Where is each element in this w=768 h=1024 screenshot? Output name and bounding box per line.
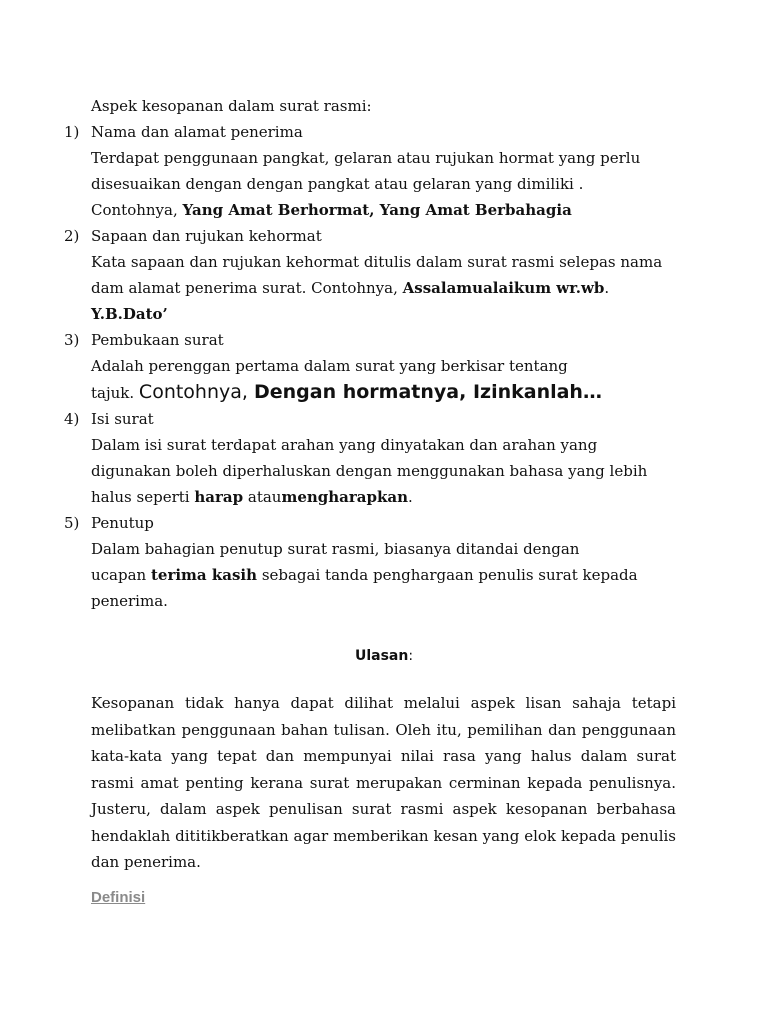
- item-text: halus seperti: [91, 488, 195, 506]
- item-title: Penutup: [91, 514, 154, 532]
- example-line: [91, 484, 704, 510]
- list-item-5: [64, 510, 704, 614]
- punctuation: .: [604, 279, 610, 297]
- aspect-list: [64, 119, 704, 614]
- item-title: Nama dan alamat penerima: [91, 123, 303, 141]
- item-text: disesuaikan dengan dengan pangkat atau gelaran yang dimiliki .: [91, 175, 584, 193]
- list-item-1: [64, 119, 704, 223]
- example-bold: terima kasih: [150, 566, 258, 584]
- example-prefix: Contohnya,: [91, 201, 183, 219]
- list-item-3: [64, 327, 704, 406]
- review-heading: [0, 643, 768, 669]
- example-bold: mengharapkan: [281, 488, 409, 506]
- example-line: [91, 562, 704, 588]
- review-heading-text: Ulasan: [354, 648, 409, 664]
- item-number: 3): [64, 331, 80, 349]
- item-text: Adalah perenggan pertama dalam surat yang berkisar tentang: [91, 357, 568, 375]
- item-number: 2): [64, 227, 80, 245]
- item-number: 4): [64, 410, 80, 428]
- list-item-2: [64, 223, 704, 327]
- example-line: [91, 379, 704, 406]
- item-text: Dalam bahagian penutup surat rasmi, biasanya ditandai dengan: [91, 540, 580, 558]
- item-text: digunakan boleh diperhaluskan dengan menggunakan bahasa yang lebih: [91, 462, 648, 480]
- item-title: Isi surat: [91, 410, 154, 428]
- example-bold: Yang Amat Berhormat, Yang Amat Berbahagia: [182, 201, 572, 219]
- example-bold: harap: [194, 488, 244, 506]
- item-text: dam alamat penerima surat. Contohnya,: [91, 279, 403, 297]
- item-text: atau: [243, 488, 282, 506]
- item-text: tajuk.: [91, 384, 139, 402]
- example-line: [91, 275, 704, 301]
- example-line: [91, 197, 704, 223]
- example-bold: Assalamualaikum wr.wb: [402, 279, 605, 297]
- example-bold: Dengan hormatnya, Izinkanlah…: [253, 381, 602, 403]
- review-heading-colon: :: [408, 648, 414, 664]
- item-title: Sapaan dan rujukan kehormat: [91, 227, 322, 245]
- example-line: [91, 301, 704, 327]
- item-text: ucapan: [91, 566, 151, 584]
- item-text: Kata sapaan dan rujukan kehormat ditulis dalam surat rasmi selepas nama: [91, 253, 663, 271]
- item-text: sebagai tanda penghargaan penulis surat kepada: [257, 566, 638, 584]
- item-number: 1): [64, 123, 80, 141]
- item-text: Dalam isi surat terdapat arahan yang dinyatakan dan arahan yang: [91, 436, 598, 454]
- review-paragraph: Kesopanan tidak hanya dapat dilihat melalui aspek lisan sahaja tetapi melibatkan penggunaan bahan tulisan. Oleh itu, pemilihan dan penggunaan kata-kata yang tepat dan mempunyai nilai rasa yang halus dalam surat rasmi amat penting kerana surat merupakan cerminan kepada penulisnya. Justeru, dalam aspek penulisan surat rasmi aspek kesopanan berbahasa hendaklah dititikberatkan agar memberikan kesan yang elok kepada penulis dan penerima.: [91, 694, 676, 871]
- example-prefix: Contohnya,: [138, 381, 254, 403]
- intro-line: Aspek kesopanan dalam surat rasmi:: [91, 97, 372, 115]
- definisi-link[interactable]: Definisi: [91, 889, 146, 906]
- punctuation: .: [408, 488, 413, 506]
- item-title: Pembukaan surat: [91, 331, 224, 349]
- item-text: Terdapat penggunaan pangkat, gelaran atau rujukan hormat yang perlu: [91, 149, 641, 167]
- list-item-4: [64, 406, 704, 510]
- example-bold: Y.B.Dato’: [91, 305, 168, 323]
- item-number: 5): [64, 514, 80, 532]
- item-text: penerima.: [91, 592, 168, 610]
